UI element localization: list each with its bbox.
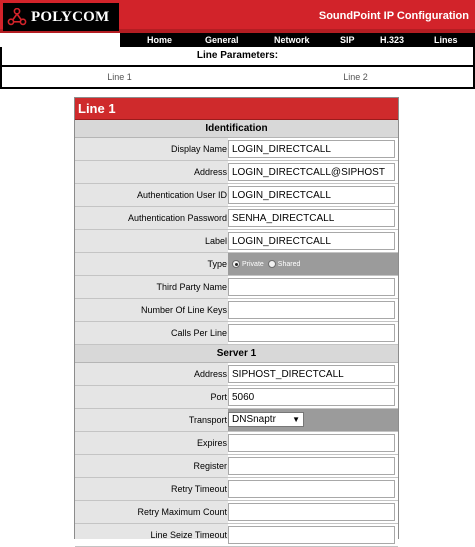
transport-row	[75, 409, 398, 432]
num-line-keys-input[interactable]	[228, 301, 395, 319]
display-name-label: Display Name	[170, 144, 227, 154]
line-seize-timeout-label: Line Seize Timeout	[150, 530, 227, 540]
retry-timeout-input[interactable]	[228, 480, 395, 498]
nav-general[interactable]: General	[205, 35, 239, 45]
nav-network[interactable]: Network	[274, 35, 310, 45]
tab-line-2[interactable]: Line 2	[343, 72, 368, 82]
type-label: Type	[207, 259, 227, 269]
address-input[interactable]	[228, 163, 395, 181]
retry-max-count-row	[75, 501, 398, 524]
address-row	[75, 161, 398, 184]
third-party-name-cell	[228, 276, 398, 298]
nav-home[interactable]: Home	[147, 35, 173, 45]
transport-label: Transport	[188, 415, 227, 425]
nav-h323[interactable]: H.323	[380, 35, 405, 45]
nav-lines[interactable]: Lines	[434, 35, 458, 45]
line-seize-timeout-cell	[228, 524, 398, 546]
register-cell	[228, 455, 398, 477]
main-nav	[0, 33, 475, 47]
line-parameters-box	[0, 47, 475, 89]
register-label: Register	[193, 461, 227, 471]
register-input[interactable]	[228, 457, 395, 475]
expires-row	[75, 432, 398, 455]
nav-sip[interactable]: SIP	[340, 35, 355, 45]
label-input[interactable]	[228, 232, 395, 250]
third-party-name-input[interactable]	[228, 278, 395, 296]
label-label: Label	[204, 236, 227, 246]
port-row	[75, 386, 398, 409]
auth-user-id-label: Authentication User ID	[136, 190, 227, 200]
expires-cell	[228, 432, 398, 454]
type-private-label: Private	[242, 260, 264, 268]
transport-selected-value: DNSnaptr	[232, 414, 276, 425]
auth-user-id-input[interactable]	[228, 186, 395, 204]
label-row	[75, 230, 398, 253]
register-row	[75, 455, 398, 478]
type-radio-group	[232, 257, 304, 271]
retry-max-count-label: Retry Maximum Count	[137, 507, 227, 517]
type-cell	[228, 253, 398, 275]
type-shared-radio[interactable]	[268, 260, 276, 268]
server-address-label: Address	[193, 369, 227, 379]
auth-password-label: Authentication Password	[127, 213, 227, 223]
line-1-panel	[74, 97, 399, 539]
num-line-keys-label: Number Of Line Keys	[140, 305, 227, 315]
label-cell	[228, 230, 398, 252]
calls-per-line-cell	[228, 322, 398, 344]
polycom-triangle-icon	[7, 8, 27, 26]
port-input[interactable]	[228, 388, 395, 406]
calls-per-line-input[interactable]	[228, 324, 395, 342]
server-address-row	[75, 363, 398, 386]
display-name-input[interactable]	[228, 140, 395, 158]
auth-user-id-cell	[228, 184, 398, 206]
product-title: SoundPoint IP Configuration	[318, 10, 469, 22]
transport-select[interactable]	[228, 412, 304, 427]
address-label: Address	[193, 167, 227, 177]
tab-line-1[interactable]: Line 1	[107, 72, 132, 82]
num-line-keys-cell	[228, 299, 398, 321]
retry-timeout-row	[75, 478, 398, 501]
type-shared-label: Shared	[277, 260, 301, 268]
app-header	[0, 0, 475, 33]
transport-cell	[228, 409, 398, 431]
auth-user-id-row	[75, 184, 398, 207]
calls-per-line-label: Calls Per Line	[170, 328, 227, 338]
auth-password-cell	[228, 207, 398, 229]
port-cell	[228, 386, 398, 408]
line-parameters-title: Line Parameters:	[2, 47, 473, 67]
address-cell	[228, 161, 398, 183]
line-seize-timeout-input[interactable]	[228, 526, 395, 544]
retry-timeout-label: Retry Timeout	[170, 484, 227, 494]
panel-title: Line 1	[75, 98, 398, 120]
expires-input[interactable]	[228, 434, 395, 452]
brand-name: POLYCOM	[31, 8, 110, 25]
server-address-input[interactable]	[228, 365, 395, 383]
display-name-row	[75, 138, 398, 161]
identification-heading: Identification	[75, 120, 398, 138]
display-name-cell	[228, 138, 398, 160]
retry-timeout-cell	[228, 478, 398, 500]
port-label: Port	[210, 392, 227, 402]
auth-password-row	[75, 207, 398, 230]
server-address-cell	[228, 363, 398, 385]
third-party-name-label: Third Party Name	[156, 282, 227, 292]
expires-label: Expires	[196, 438, 227, 448]
calls-per-line-row	[75, 322, 398, 345]
nav-bar	[120, 33, 475, 47]
type-private-radio[interactable]	[232, 260, 240, 268]
retry-max-count-input[interactable]	[228, 503, 395, 521]
type-row	[75, 253, 398, 276]
num-line-keys-row	[75, 299, 398, 322]
server-1-heading: Server 1	[75, 345, 398, 363]
polycom-logo	[3, 3, 119, 31]
line-seize-timeout-row	[75, 524, 398, 547]
auth-password-input[interactable]	[228, 209, 395, 227]
third-party-name-row	[75, 276, 398, 299]
retry-max-count-cell	[228, 501, 398, 523]
chevron-down-icon: ▼	[292, 415, 300, 424]
